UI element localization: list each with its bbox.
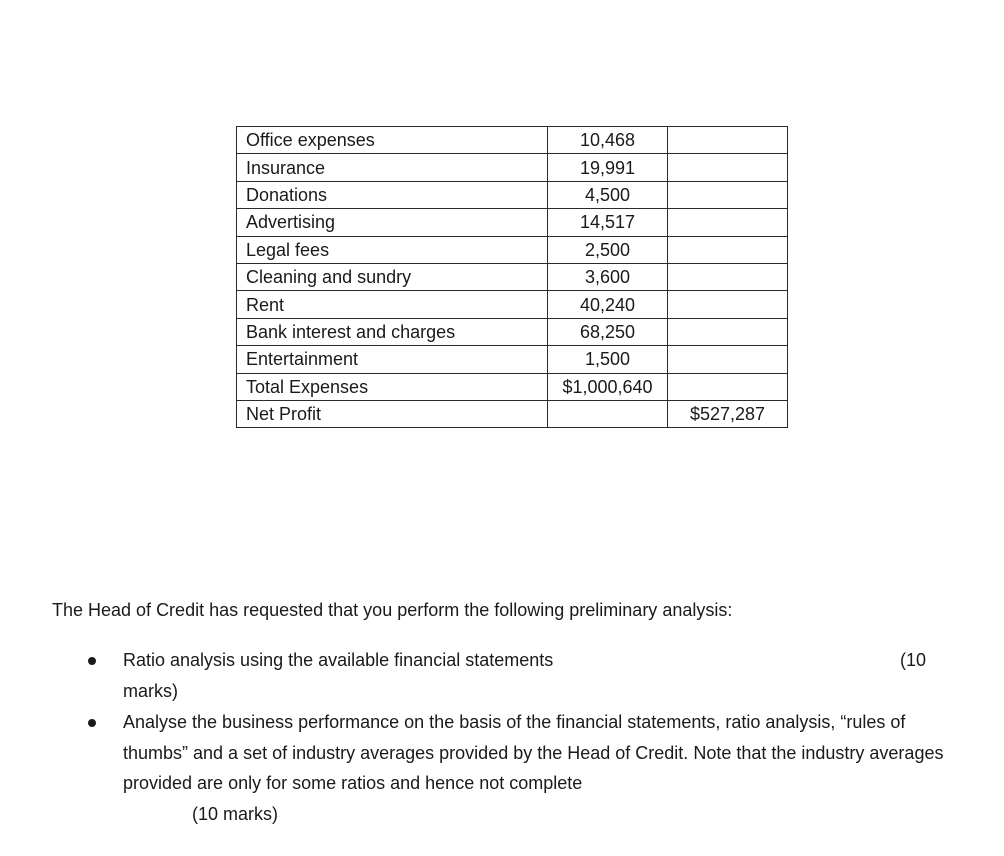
row-total	[668, 154, 788, 181]
bullet-icon	[88, 657, 96, 665]
row-total	[668, 181, 788, 208]
table-row	[237, 154, 788, 181]
table-row	[237, 236, 788, 263]
row-amount: 3,600	[548, 263, 668, 290]
row-total	[668, 263, 788, 290]
row-total: $527,287	[668, 400, 788, 427]
row-amount: 2,500	[548, 236, 668, 263]
row-label: Rent	[237, 291, 548, 318]
analysis-intro: The Head of Credit has requested that you perform the following preliminary analysis:	[52, 600, 733, 620]
net-profit-row	[237, 400, 788, 427]
row-total	[668, 373, 788, 400]
expense-table-body	[237, 127, 788, 428]
row-label: Legal fees	[237, 236, 548, 263]
row-total	[668, 209, 788, 236]
row-total	[668, 291, 788, 318]
task-list	[0, 645, 1004, 829]
table-row	[237, 291, 788, 318]
row-total	[668, 127, 788, 154]
row-label: Entertainment	[237, 346, 548, 373]
row-total	[668, 236, 788, 263]
task-marks: (10 marks)	[192, 803, 279, 824]
total-expenses-row	[237, 373, 788, 400]
row-label: Cleaning and sundry	[237, 263, 548, 290]
row-total	[668, 318, 788, 345]
table-row	[237, 318, 788, 345]
table-row	[237, 181, 788, 208]
row-amount: 14,517	[548, 209, 668, 236]
row-label: Advertising	[237, 209, 548, 236]
row-amount: $1,000,640	[548, 373, 668, 400]
row-label: Donations	[237, 181, 548, 208]
row-amount: 10,468	[548, 127, 668, 154]
task-text: Analyse the business performance on the basis of the financial statements, ratio analysis, “rules of thumbs” and a set of industry averages provided by the Head of Credit. Note that the industry averages provided are only for some ratios and hence not complete	[123, 712, 944, 793]
row-amount: 1,500	[548, 346, 668, 373]
task-text: Ratio analysis using the available financial statements	[123, 650, 554, 670]
row-label: Office expenses	[237, 127, 548, 154]
row-label: Insurance	[237, 154, 548, 181]
task-marks-close: marks)	[123, 680, 178, 701]
row-label: Total Expenses	[237, 373, 548, 400]
row-label: Bank interest and charges	[237, 318, 548, 345]
table-row	[237, 209, 788, 236]
table-row	[237, 346, 788, 373]
table-row	[237, 127, 788, 154]
row-amount	[548, 400, 668, 427]
table-row	[237, 263, 788, 290]
row-amount: 4,500	[548, 181, 668, 208]
list-item	[0, 707, 973, 829]
task-marks-open: (10	[900, 650, 927, 670]
task-line	[123, 645, 973, 676]
row-amount: 19,991	[548, 154, 668, 181]
list-item	[0, 645, 973, 706]
row-label: Net Profit	[237, 400, 548, 427]
row-amount: 40,240	[548, 291, 668, 318]
row-total	[668, 346, 788, 373]
row-amount: 68,250	[548, 318, 668, 345]
expense-table	[236, 126, 788, 428]
bullet-icon	[88, 719, 96, 727]
